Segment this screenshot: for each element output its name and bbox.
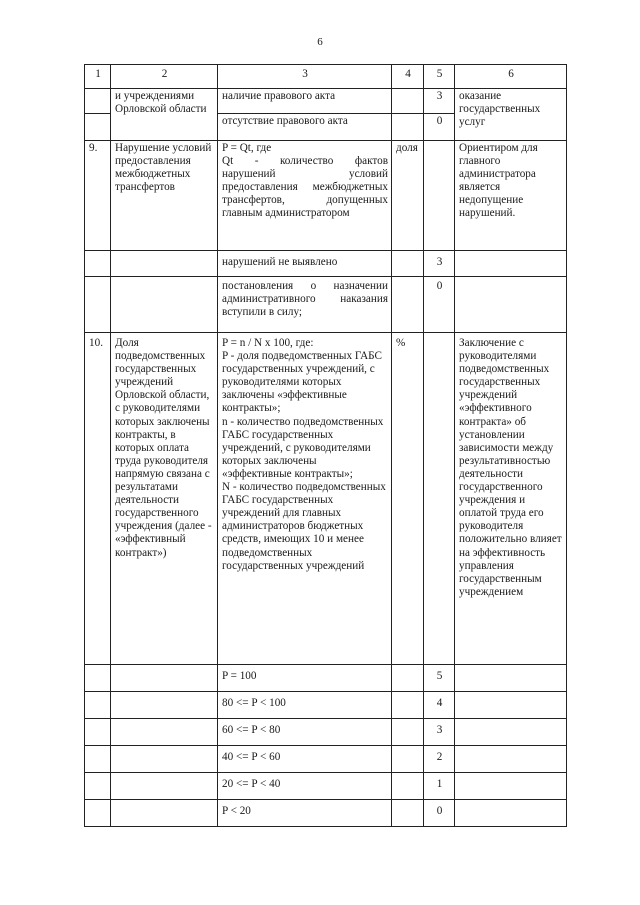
header-cell: 2 — [111, 65, 218, 89]
indicator-name — [111, 277, 218, 333]
note-cell — [455, 277, 567, 333]
unit-cell — [392, 89, 424, 114]
note-cell — [455, 719, 567, 746]
score-cell: 1 — [424, 773, 455, 800]
table-row — [85, 773, 567, 800]
note-cell: Заключение с руководителями подведомственных государственных учреждений «эффективного контракта» об установлении зависимости между результативностью деятельности государственного учреждения и оплатой труда его руководителя положительно влияет на эффективность управления государственным учреждением — [455, 333, 567, 665]
score-cell — [424, 141, 455, 251]
table-row — [85, 692, 567, 719]
unit-cell — [392, 746, 424, 773]
indicator-name: и учреждениями Орловской области — [111, 89, 218, 141]
formula-cell: нарушений не выявлено — [218, 251, 392, 277]
note-cell: Ориентиром для главного администратора является недопущение нарушений. — [455, 141, 567, 251]
unit-cell — [392, 665, 424, 692]
score-cell: 3 — [424, 89, 455, 114]
table-row — [85, 800, 567, 827]
table-row — [85, 746, 567, 773]
formula-line: P - доля подведомственных ГАБС государственных учреждений, с руководителями которых заключены «эффективные контракты»; — [222, 350, 382, 415]
row-number — [85, 114, 111, 141]
row-number: 9. — [85, 141, 111, 251]
row-number — [85, 251, 111, 277]
header-cell: 3 — [218, 65, 392, 89]
note-cell — [455, 692, 567, 719]
note-cell: оказание государственных услуг — [455, 89, 567, 141]
row-number — [85, 277, 111, 333]
note-cell — [455, 251, 567, 277]
unit-cell — [392, 800, 424, 827]
row-number — [85, 692, 111, 719]
indicator-name — [111, 746, 218, 773]
row-number — [85, 89, 111, 114]
formula-line: P = Qt, где — [222, 142, 272, 154]
formula-cell: P < 20 — [218, 800, 392, 827]
row-number — [85, 773, 111, 800]
header-cell: 5 — [424, 65, 455, 89]
formula-cell: 60 <= P < 80 — [218, 719, 392, 746]
formula-cell: 40 <= P < 60 — [218, 746, 392, 773]
indicator-name: Нарушение условий предоставления межбюджетных трансфертов — [111, 141, 218, 251]
score-cell: 4 — [424, 692, 455, 719]
row-number: 10. — [85, 333, 111, 665]
unit-cell: % — [392, 333, 424, 665]
indicator-name — [111, 800, 218, 827]
page-number: 6 — [317, 36, 323, 48]
note-cell — [455, 800, 567, 827]
note-cell — [455, 665, 567, 692]
indicator-name — [111, 251, 218, 277]
formula-cell: отсутствие правового акта — [218, 114, 392, 141]
score-cell: 3 — [424, 719, 455, 746]
formula-line: P = n / N x 100, где: — [222, 337, 314, 349]
indicator-name — [111, 665, 218, 692]
unit-cell — [392, 719, 424, 746]
score-cell — [424, 333, 455, 665]
formula-cell: 20 <= P < 40 — [218, 773, 392, 800]
table-row — [85, 333, 567, 665]
indicator-name — [111, 719, 218, 746]
formula-line: Qt - количество фактов нарушений условий предоставления межбюджетных трансфертов, допущенных главным администратором — [222, 155, 388, 220]
row-number — [85, 800, 111, 827]
table-row — [85, 719, 567, 746]
row-number — [85, 665, 111, 692]
formula-cell: наличие правового акта — [218, 89, 392, 114]
header-cell: 4 — [392, 65, 424, 89]
row-number — [85, 719, 111, 746]
unit-cell — [392, 277, 424, 333]
indicator-name: Доля подведомственных государственных учреждений Орловской области, с руководителями которых заключены контракты, в которых оплата труда руководителя напрямую связана с результатами деятельности государственного учреждения (далее - «эффективный контракт») — [111, 333, 218, 665]
table-row — [85, 665, 567, 692]
score-cell: 2 — [424, 746, 455, 773]
formula-cell: постановления о назначении административного наказания вступили в силу; — [218, 277, 392, 333]
table-row — [85, 277, 567, 333]
row-number — [85, 746, 111, 773]
header-cell: 1 — [85, 65, 111, 89]
formula-line: N - количество подведомственных ГАБС государственных учреждений для главных администраторов бюджетных средств, имеющих 10 и менее подведомственных государственных учреждений — [222, 481, 386, 572]
formula-line: n - количество подведомственных ГАБС государственных учреждений, с руководителями которых заключены «эффективные контракты»; — [222, 415, 384, 480]
header-cell: 6 — [455, 65, 567, 89]
formula-cell — [218, 141, 392, 251]
indicator-name — [111, 773, 218, 800]
score-cell: 3 — [424, 251, 455, 277]
score-cell: 5 — [424, 665, 455, 692]
score-cell: 0 — [424, 114, 455, 141]
score-cell: 0 — [424, 277, 455, 333]
indicators-table — [84, 64, 567, 827]
unit-cell — [392, 251, 424, 277]
note-cell — [455, 773, 567, 800]
formula-cell: 80 <= P < 100 — [218, 692, 392, 719]
table-row — [85, 141, 567, 251]
header-row — [85, 65, 567, 89]
indicator-name — [111, 692, 218, 719]
score-cell: 0 — [424, 800, 455, 827]
table-row — [85, 251, 567, 277]
table-row — [85, 89, 567, 114]
formula-cell — [218, 333, 392, 665]
unit-cell — [392, 773, 424, 800]
unit-cell — [392, 114, 424, 141]
unit-cell — [392, 692, 424, 719]
note-cell — [455, 746, 567, 773]
unit-cell: доля — [392, 141, 424, 251]
formula-cell: P = 100 — [218, 665, 392, 692]
